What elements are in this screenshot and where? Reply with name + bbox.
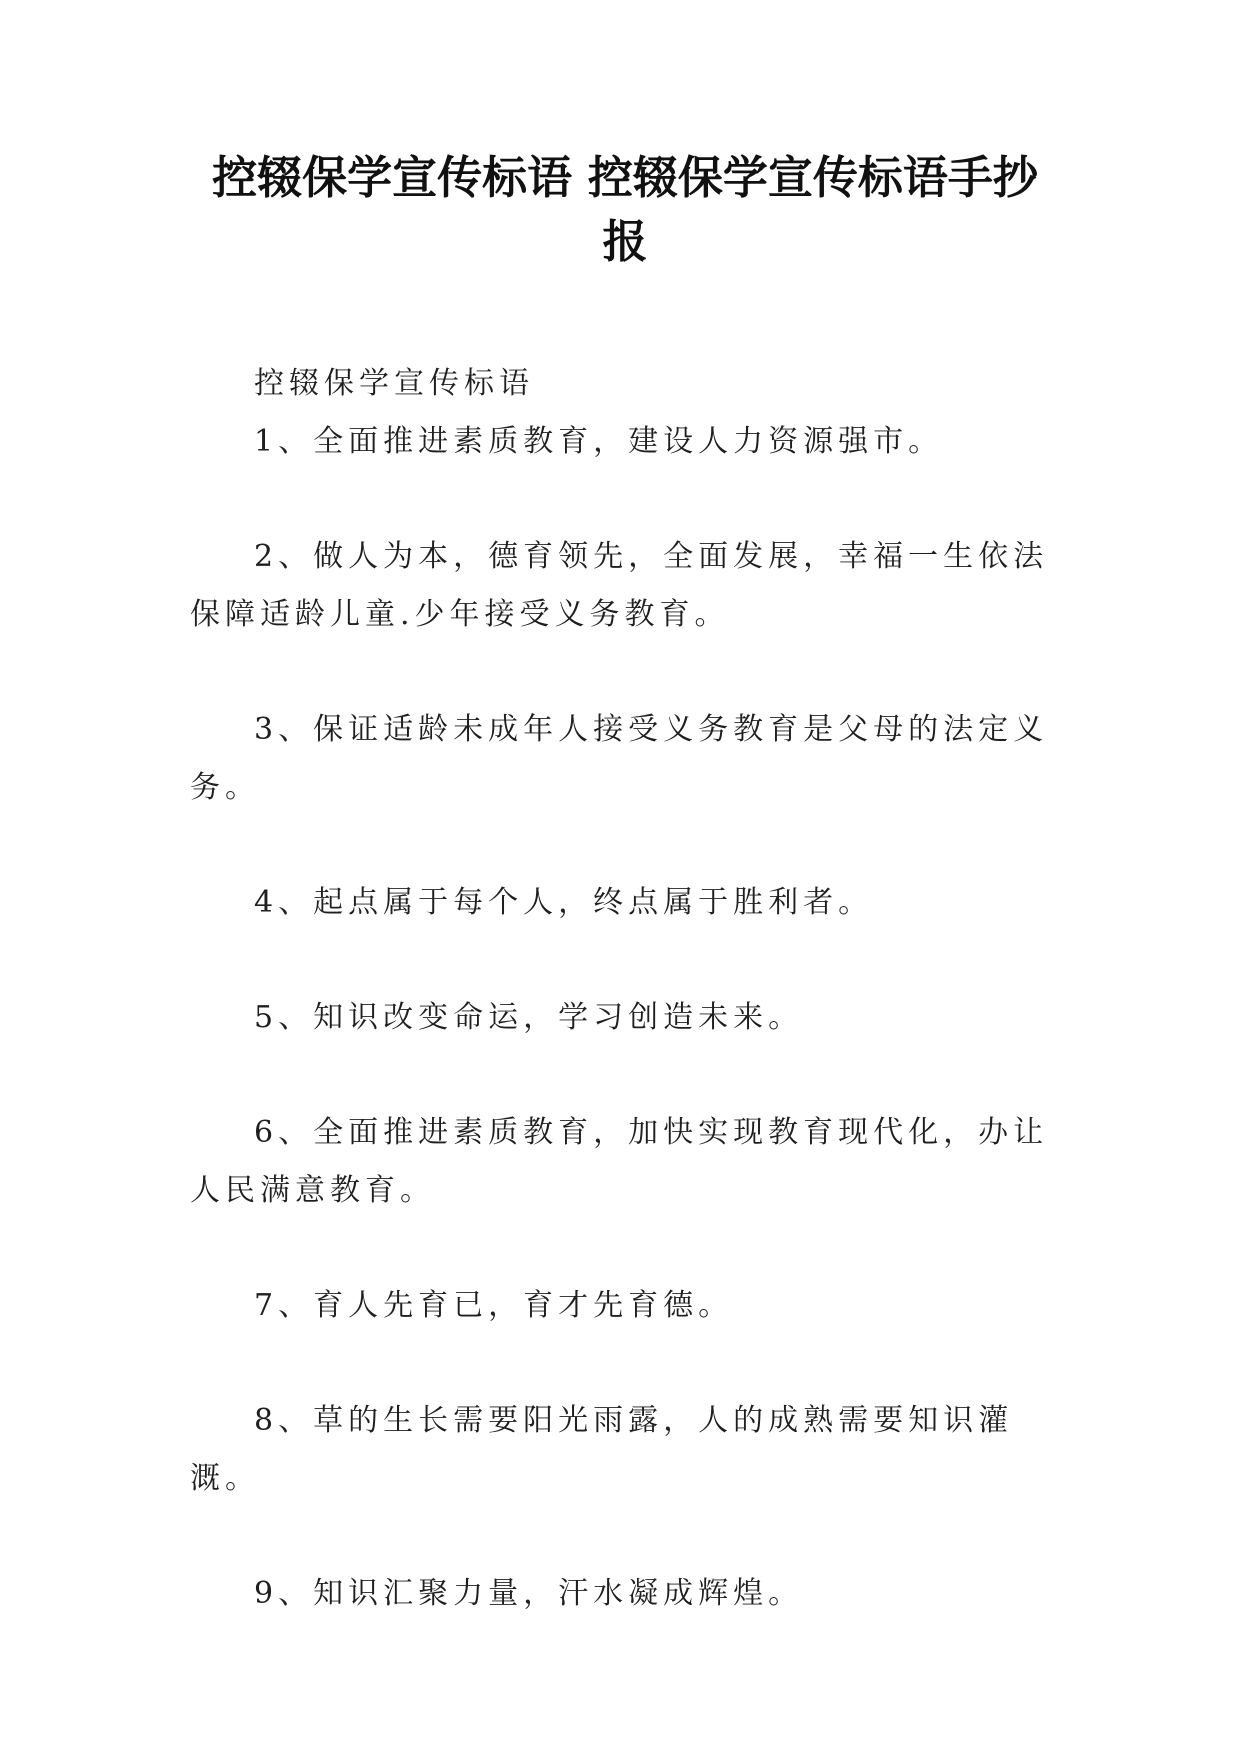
slogan-item-7: 7、育人先育已，育才先育德。: [254, 1288, 734, 1323]
slogan-item-6: 6、全面推进素质教育，加快实现教育现代化，办让人民满意教育。: [190, 1115, 1049, 1208]
section-heading: 控辍保学宣传标语: [254, 366, 534, 401]
document-title-line-1: 控辍保学宣传标语 控辍保学宣传标语手抄: [212, 151, 1038, 204]
document-title-line-2: 报: [602, 215, 648, 268]
slogan-item-9: 9、知识汇聚力量，汗水凝成辉煌。: [254, 1576, 804, 1611]
slogan-item-3: 3、保证适龄未成年人接受义务教育是父母的法定义务。: [190, 712, 1049, 805]
slogan-item-1: 1、全面推进素质教育，建设人力资源强市。: [254, 424, 944, 459]
slogan-item-4: 4、起点属于每个人，终点属于胜利者。: [254, 885, 874, 920]
slogan-item-8: 8、草的生长需要阳光雨露，人的成熟需要知识灌溉。: [190, 1403, 1014, 1496]
slogan-item-5: 5、知识改变命运，学习创造未来。: [254, 1000, 804, 1035]
document-title: [190, 146, 1060, 274]
document-body: [190, 355, 1060, 1680]
slogan-item-2: 2、做人为本，德育领先，全面发展，幸福一生依法保障适龄儿童.少年接受义务教育。: [190, 539, 1049, 632]
